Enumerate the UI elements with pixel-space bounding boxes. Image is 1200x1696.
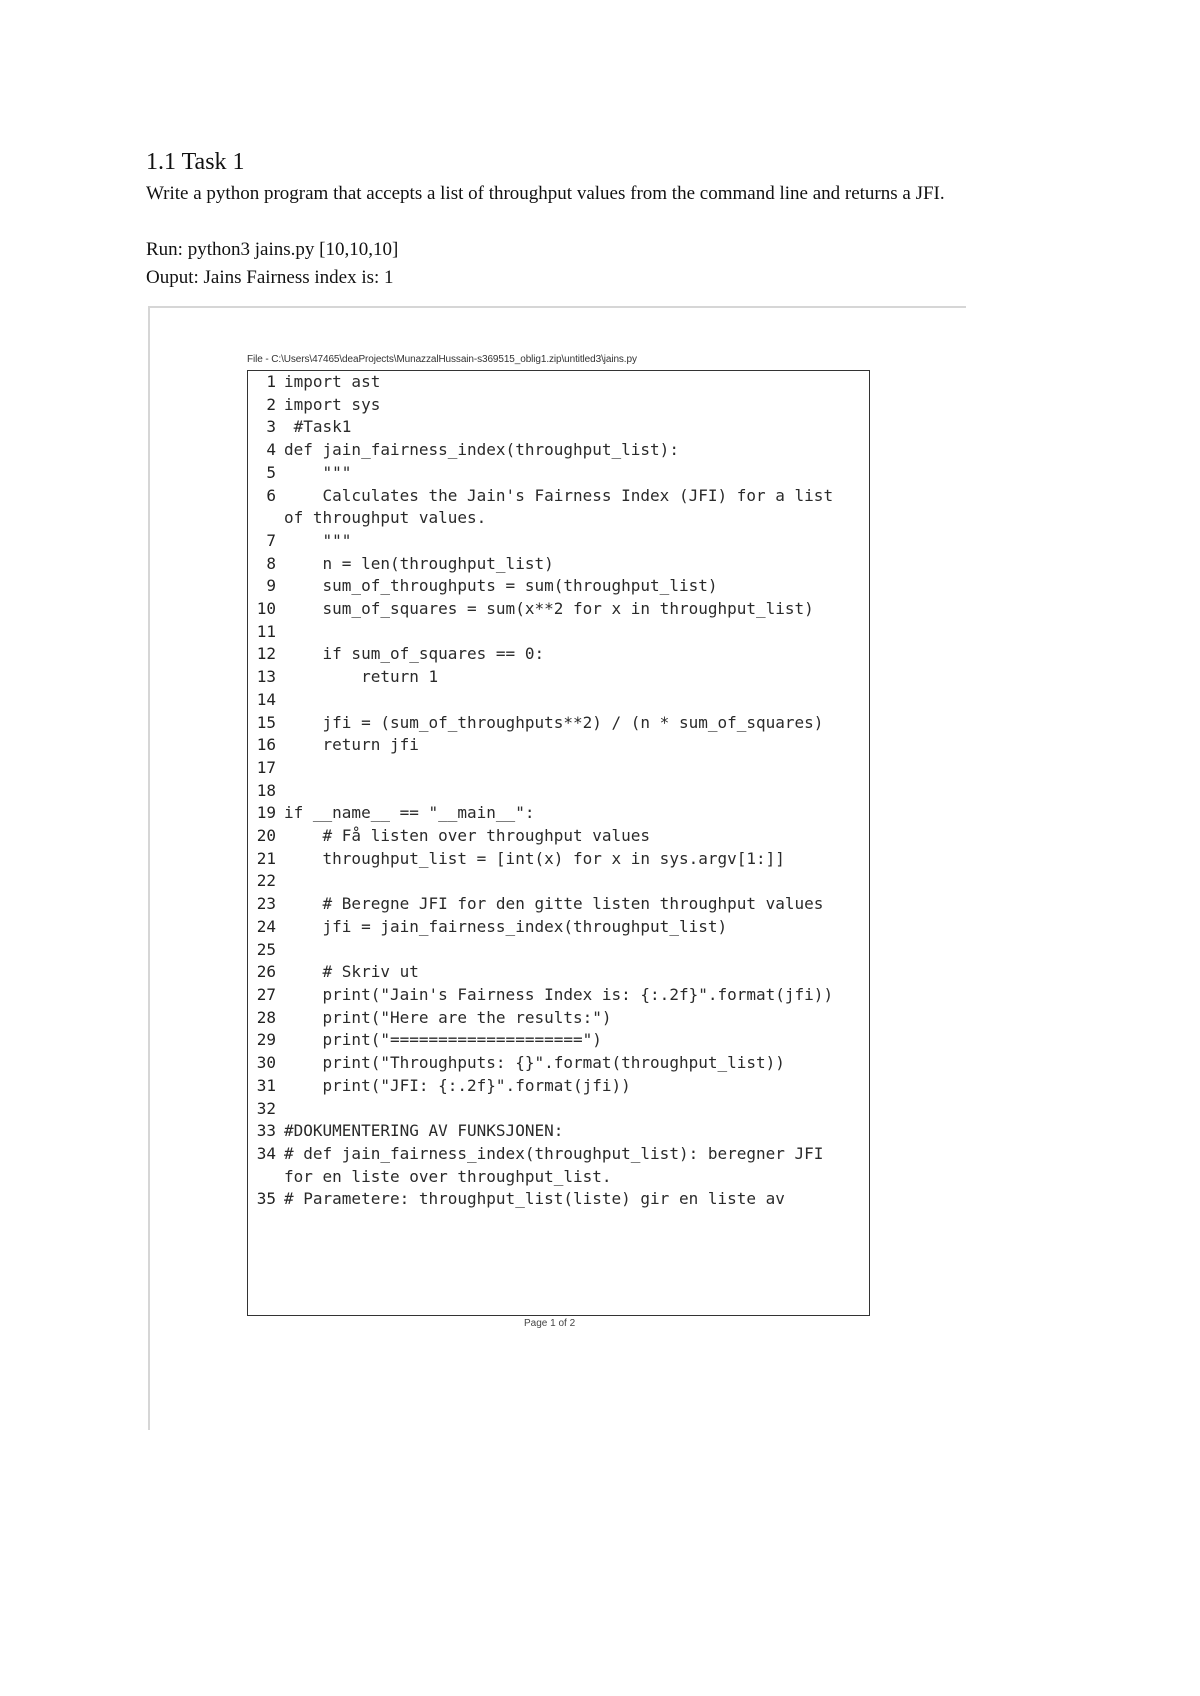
code-line bbox=[248, 1052, 869, 1075]
code-line bbox=[248, 643, 869, 666]
code-text: return jfi bbox=[284, 735, 419, 755]
line-number: 33 bbox=[256, 1121, 276, 1141]
line-number: 4 bbox=[266, 440, 276, 460]
line-number: 29 bbox=[256, 1030, 276, 1050]
code-text: Calculates the Jain's Fairness Index (JFI) for a list of throughput values. bbox=[284, 485, 843, 528]
code-text bbox=[284, 939, 859, 962]
code-text: jfi = jain_fairness_index(throughput_list) bbox=[284, 916, 728, 936]
line-number: 30 bbox=[256, 1053, 276, 1073]
line-number: 15 bbox=[256, 712, 276, 732]
code-text: # Parametere: throughput_list(liste) gir en liste av bbox=[284, 1189, 785, 1209]
code-text: #Task1 bbox=[284, 417, 352, 437]
line-number: 2 bbox=[266, 394, 276, 414]
line-number: 25 bbox=[256, 939, 276, 959]
line-number: 18 bbox=[256, 780, 276, 800]
code-line bbox=[248, 916, 869, 939]
code-text: if __name__ == "__main__": bbox=[284, 803, 535, 823]
line-number: 34 bbox=[256, 1143, 276, 1163]
code-line bbox=[248, 416, 869, 439]
code-line bbox=[248, 802, 869, 825]
line-number: 7 bbox=[266, 530, 276, 550]
code-line bbox=[248, 734, 869, 757]
embedded-file-path: File - C:\Users\47465\deaProjects\MunazzalHussain-s369515_oblig1.zip\untitled3\jains.py bbox=[247, 354, 637, 365]
code-line bbox=[248, 1143, 869, 1188]
code-text: jfi = (sum_of_throughputs**2) / (n * sum_of_squares) bbox=[284, 712, 824, 732]
line-number: 6 bbox=[266, 485, 276, 505]
code-line bbox=[248, 689, 869, 712]
code-line bbox=[248, 553, 869, 576]
line-number: 24 bbox=[256, 916, 276, 936]
frame-top-border bbox=[148, 306, 966, 308]
code-line bbox=[248, 598, 869, 621]
code-line bbox=[248, 780, 869, 803]
code-line bbox=[248, 939, 869, 962]
embedded-page-number: Page 1 of 2 bbox=[524, 1318, 576, 1329]
line-number: 26 bbox=[256, 962, 276, 982]
frame-left-border bbox=[148, 306, 150, 1430]
code-line bbox=[248, 462, 869, 485]
code-line bbox=[248, 1188, 869, 1211]
code-text: print("====================") bbox=[284, 1030, 602, 1050]
expected-output: Ouput: Jains Fairness index is: 1 bbox=[146, 267, 394, 288]
line-number: 1 bbox=[266, 372, 276, 391]
run-command: Run: python3 jains.py [10,10,10] bbox=[146, 239, 399, 260]
code-text bbox=[284, 757, 859, 780]
line-number: 8 bbox=[266, 553, 276, 573]
code-line bbox=[248, 893, 869, 916]
code-text bbox=[284, 1098, 859, 1121]
line-number: 13 bbox=[256, 667, 276, 687]
code-line bbox=[248, 848, 869, 871]
code-text: # Skriv ut bbox=[284, 962, 419, 982]
code-line bbox=[248, 1098, 869, 1121]
code-text bbox=[284, 689, 859, 712]
code-line bbox=[248, 1029, 869, 1052]
code-text bbox=[284, 870, 859, 893]
code-text: """ bbox=[284, 462, 352, 482]
code-text: print("JFI: {:.2f}".format(jfi)) bbox=[284, 1075, 631, 1095]
code-text: sum_of_throughputs = sum(throughput_list) bbox=[284, 576, 718, 596]
line-number: 35 bbox=[256, 1189, 276, 1209]
code-line bbox=[248, 530, 869, 553]
code-line bbox=[248, 666, 869, 689]
line-number: 32 bbox=[256, 1098, 276, 1118]
line-number: 14 bbox=[256, 689, 276, 709]
code-listing bbox=[247, 370, 870, 1316]
code-line bbox=[248, 621, 869, 644]
code-text: print("Jain's Fairness Index is: {:.2f}".format(jfi)) bbox=[284, 984, 834, 1004]
task-description: Write a python program that accepts a list of throughput values from the command line and returns a JFI. bbox=[146, 183, 945, 204]
code-line bbox=[248, 984, 869, 1007]
code-text: # Beregne JFI for den gitte listen throughput values bbox=[284, 894, 824, 914]
code-text bbox=[284, 621, 859, 644]
section-heading: 1.1 Task 1 bbox=[146, 149, 245, 175]
line-number: 22 bbox=[256, 871, 276, 891]
code-text: print("Throughputs: {}".format(throughput_list)) bbox=[284, 1053, 785, 1073]
code-text: return 1 bbox=[284, 667, 439, 687]
code-line bbox=[248, 825, 869, 848]
code-text: throughput_list = [int(x) for x in sys.argv[1:]] bbox=[284, 848, 785, 868]
line-number: 3 bbox=[266, 417, 276, 437]
code-line bbox=[248, 870, 869, 893]
code-text: n = len(throughput_list) bbox=[284, 553, 554, 573]
line-number: 16 bbox=[256, 735, 276, 755]
code-text: def jain_fairness_index(throughput_list): bbox=[284, 440, 679, 460]
code-line bbox=[248, 575, 869, 598]
line-number: 21 bbox=[256, 848, 276, 868]
code-text: sum_of_squares = sum(x**2 for x in throughput_list) bbox=[284, 599, 814, 619]
line-number: 17 bbox=[256, 757, 276, 777]
code-text: """ bbox=[284, 530, 352, 550]
line-number: 11 bbox=[256, 621, 276, 641]
code-text: #DOKUMENTERING AV FUNKSJONEN: bbox=[284, 1121, 564, 1141]
line-number: 27 bbox=[256, 984, 276, 1004]
line-number: 12 bbox=[256, 644, 276, 664]
code-text: import ast bbox=[284, 372, 381, 391]
line-number: 20 bbox=[256, 826, 276, 846]
code-line bbox=[248, 757, 869, 780]
line-number: 5 bbox=[266, 462, 276, 482]
line-number: 9 bbox=[266, 576, 276, 596]
code-line bbox=[248, 439, 869, 462]
code-line bbox=[248, 394, 869, 417]
code-line bbox=[248, 1120, 869, 1143]
code-text: import sys bbox=[284, 394, 381, 414]
code-text: print("Here are the results:") bbox=[284, 1007, 612, 1027]
line-number: 23 bbox=[256, 894, 276, 914]
line-number: 31 bbox=[256, 1075, 276, 1095]
line-number: 19 bbox=[256, 803, 276, 823]
code-line bbox=[248, 371, 869, 394]
code-text bbox=[284, 780, 859, 803]
code-line bbox=[248, 485, 869, 530]
code-text: if sum_of_squares == 0: bbox=[284, 644, 545, 664]
code-text: # Få listen over throughput values bbox=[284, 826, 651, 846]
code-line bbox=[248, 712, 869, 735]
code-line bbox=[248, 1075, 869, 1098]
code-line bbox=[248, 961, 869, 984]
code-line bbox=[248, 1007, 869, 1030]
code-text: # def jain_fairness_index(throughput_list): beregner JFI for en liste over throughput_list. bbox=[284, 1143, 834, 1186]
line-number: 10 bbox=[256, 599, 276, 619]
line-number: 28 bbox=[256, 1007, 276, 1027]
